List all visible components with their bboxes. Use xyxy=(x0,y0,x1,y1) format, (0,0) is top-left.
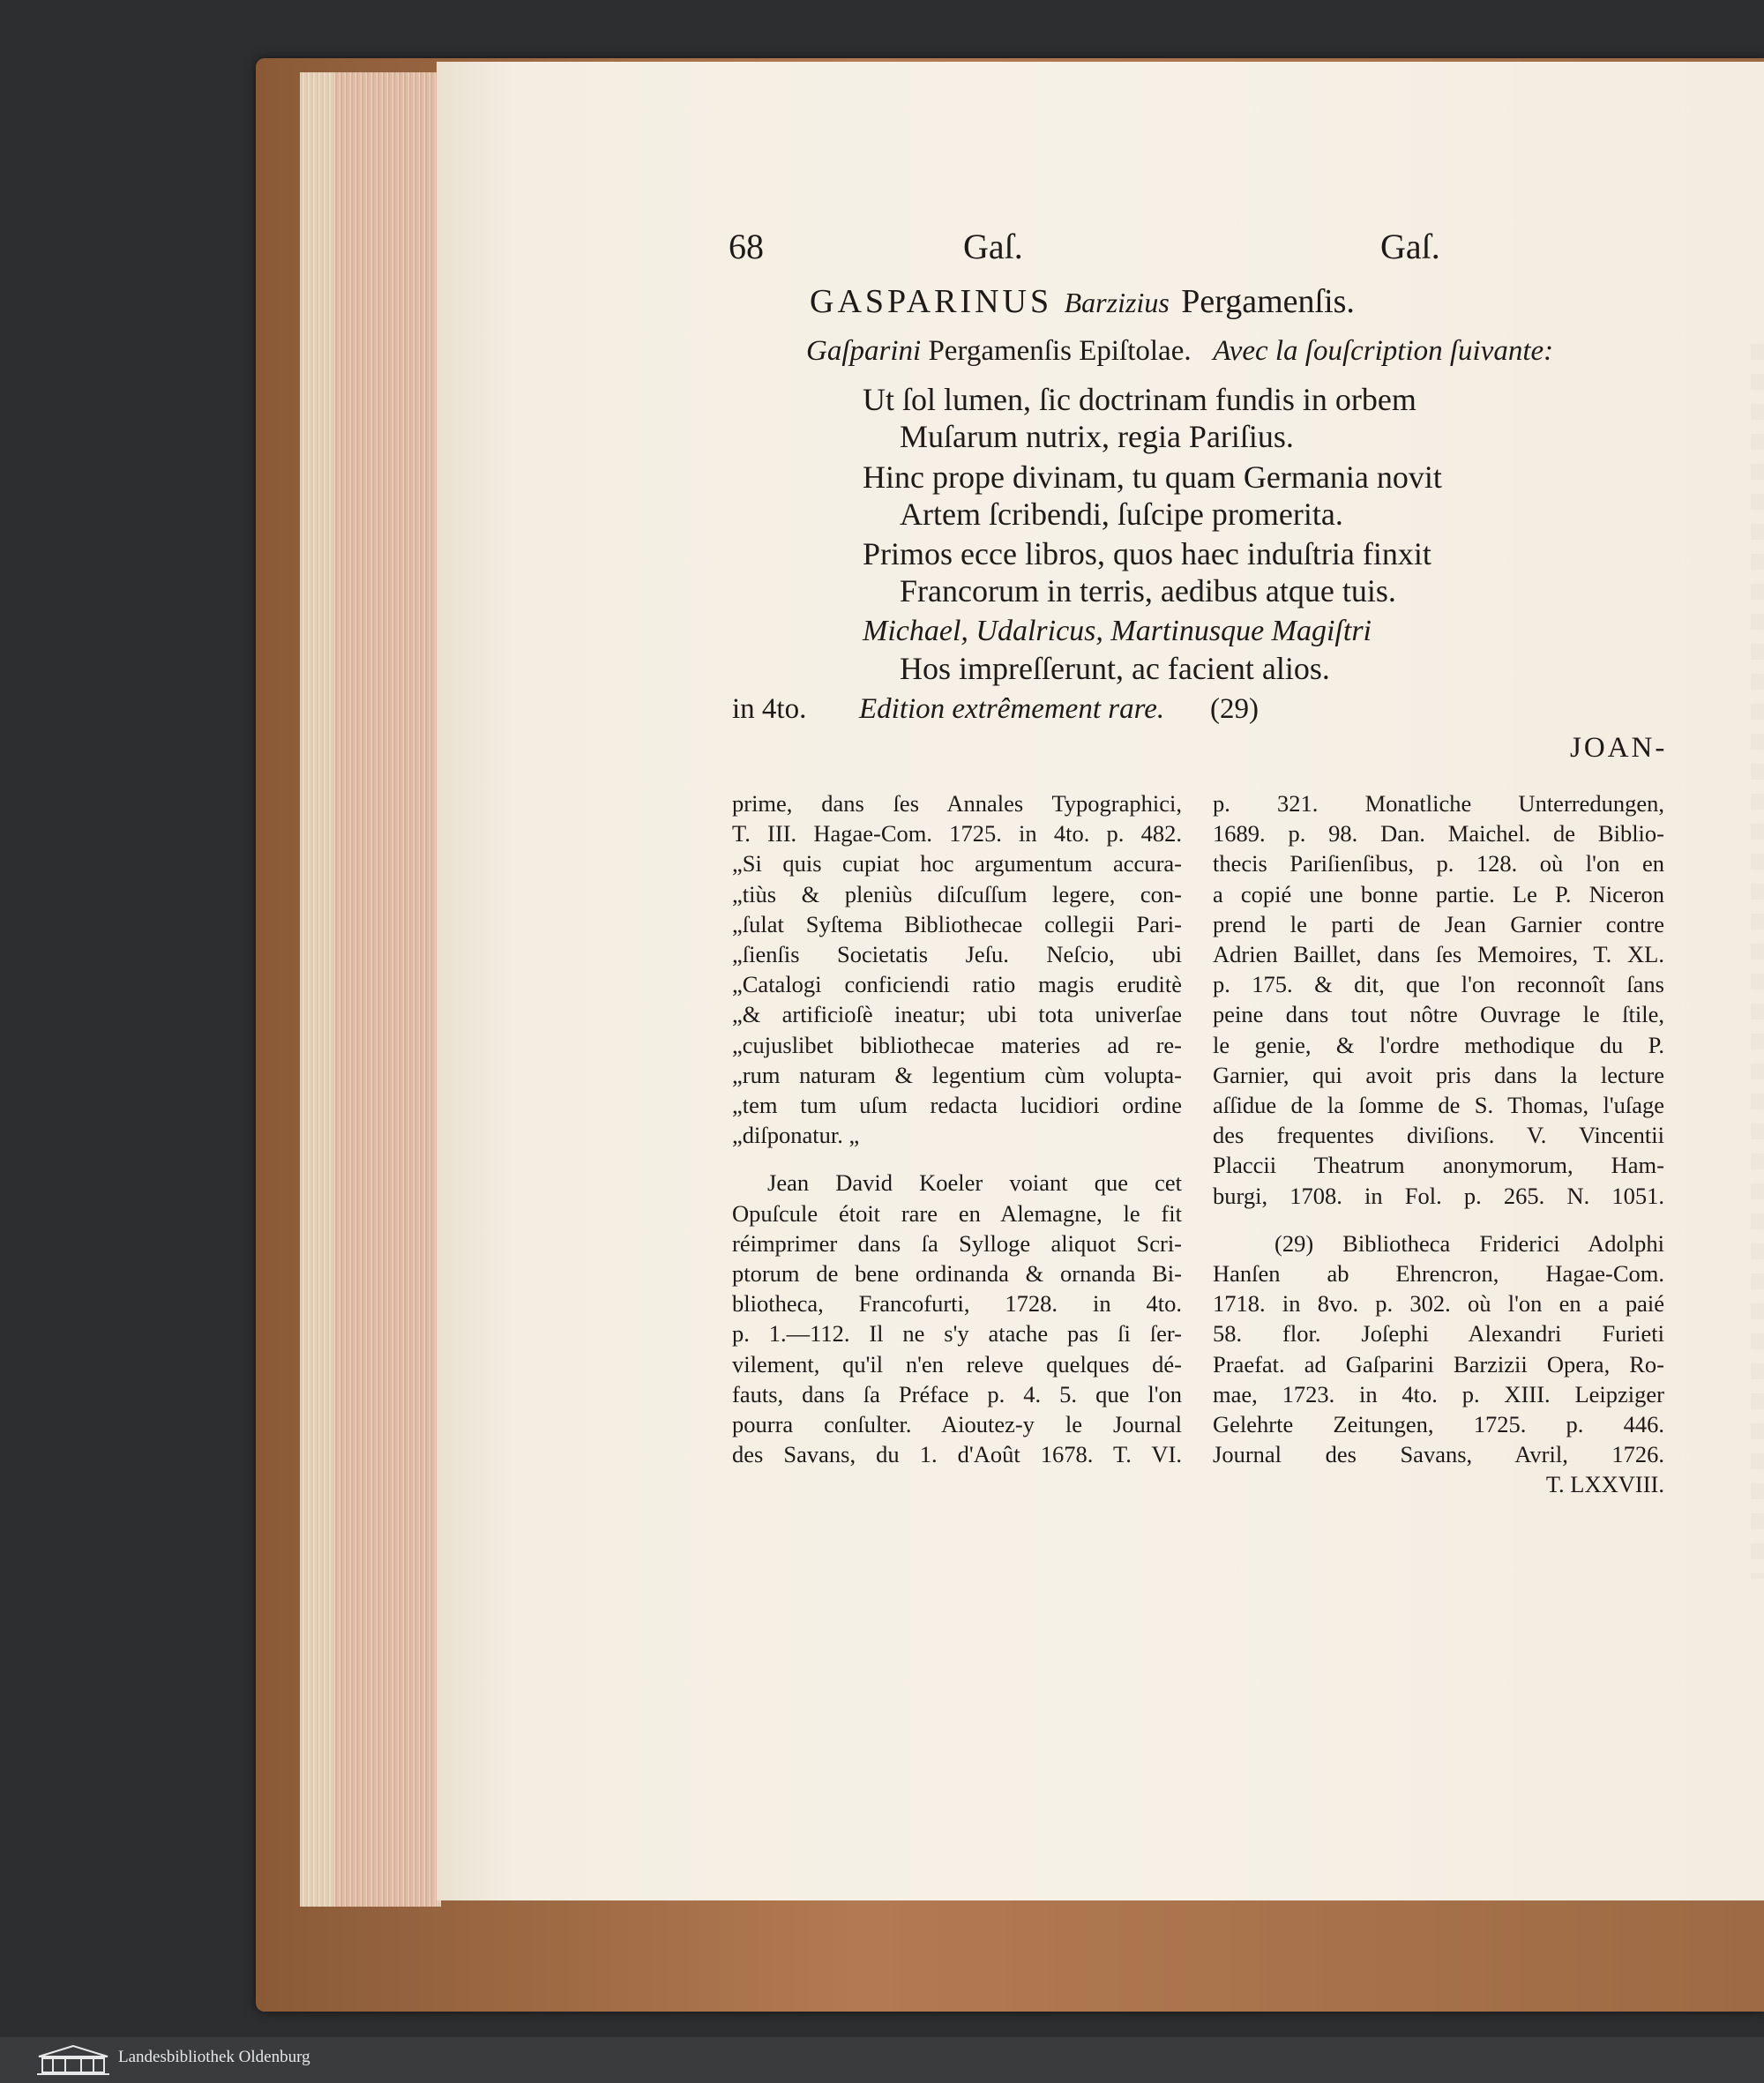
note-line: Jean David Koeler voiant que cet xyxy=(767,1169,1182,1197)
subtitle-tail: Avec la ſouſcription ſuivante: xyxy=(1213,335,1554,367)
verse-line-3: Hinc prope divinam, tu quam Germania novit xyxy=(863,459,1442,495)
note-line: Garnier, qui avoit pris dans la lecture xyxy=(1213,1061,1664,1088)
note-line: pourra conſulter. Aioutez-y le Journal xyxy=(732,1411,1182,1438)
note-line: „tiùs & pleniùs diſcuſſum legere, con- xyxy=(732,880,1182,907)
note-line: Placcii Theatrum anonymorum, Ham- xyxy=(1213,1152,1664,1179)
note-line: 58. flor. Joſephi Alexandri Furieti xyxy=(1213,1320,1664,1348)
note-line: „ſienſis Societatis Jeſu. Neſcio, ubi xyxy=(732,941,1182,968)
note-line: p. 175. & dit, que l'on reconnoît ſans xyxy=(1213,971,1664,998)
entry-title-rest: Pergamenſis. xyxy=(1181,283,1355,320)
note-line: des Savans, du 1. d'Août 1678. T. VI. xyxy=(732,1441,1182,1468)
note-line: bliotheca, Francofurti, 1728. in 4to. xyxy=(732,1290,1182,1318)
note-line: T. LXXVIII. xyxy=(1545,1471,1664,1498)
note-line: réimprimer dans ſa Sylloge aliquot Scri- xyxy=(732,1229,1182,1257)
note-line: des frequentes diviſions. V. Vincentii xyxy=(1213,1122,1664,1149)
note-line: „rum naturam & legentium cùm volupta- xyxy=(732,1061,1182,1088)
note-line: Gelehrte Zeitungen, 1725. p. 446. xyxy=(1213,1411,1664,1438)
note-line: fauts, dans ſa Préface p. 4. 5. que l'on xyxy=(732,1380,1182,1407)
library-name: Landesbibliothek Oldenburg xyxy=(118,2048,310,2066)
note-line: (29) Bibliotheca Friderici Adolphi xyxy=(1274,1229,1664,1257)
edition-note: Edition extrêmement rare. xyxy=(859,693,1165,725)
verse-line-2: Muſarum nutrix, regia Pariſius. xyxy=(900,419,1294,454)
note-line: „cujuslibet bibliothecae materies ad re- xyxy=(732,1031,1182,1058)
note-line: burgi, 1708. in Fol. p. 265. N. 1051. xyxy=(1213,1182,1664,1209)
running-head-right: Gaſ. xyxy=(1380,227,1440,266)
note-line: p. 321. Monatliche Unterredungen, xyxy=(1213,790,1664,817)
page-number: 68 xyxy=(729,227,764,266)
note-line: a copié une bonne partie. Le P. Niceron xyxy=(1213,880,1664,907)
note-line: Hanſen ab Ehrencron, Hagae-Com. xyxy=(1213,1260,1664,1288)
notes-right-column xyxy=(1213,788,1664,1500)
note-line: prend le parti de Jean Garnier contre xyxy=(1213,910,1664,937)
subtitle-text: Pergamenſis Epiſtolae. xyxy=(928,335,1192,367)
note-line: peine dans tout nôtre Ouvrage le ſtile, xyxy=(1213,1001,1664,1028)
note-line: „Catalogi conficiendi ratio magis eruditè xyxy=(732,971,1182,998)
running-head-left: Gaſ. xyxy=(963,227,1023,266)
note-line: Journal des Savans, Avril, 1726. xyxy=(1213,1441,1664,1468)
entry-subtitle xyxy=(806,335,1553,368)
catchword: JOAN- xyxy=(1570,732,1668,764)
entry-title-italic: Barzizius xyxy=(1064,287,1170,318)
note-line: prime, dans ſes Annales Typographici, xyxy=(732,790,1182,817)
verse-line-4: Artem ſcribendi, ſuſcipe promerita. xyxy=(900,496,1343,532)
note-line: 1718. in 8vo. p. 302. où l'on en a paié xyxy=(1213,1290,1664,1318)
note-line: vilement, qu'il n'en releve quelques dé- xyxy=(732,1350,1182,1377)
library-building-icon xyxy=(35,2044,111,2076)
subtitle-italic: Gaſparini xyxy=(806,335,922,367)
paragraph-gap xyxy=(732,1150,1182,1168)
verse-line-8: Hos impreſſerunt, ac facient alios. xyxy=(900,651,1330,686)
note-line: 1689. p. 98. Dan. Maichel. de Biblio- xyxy=(1213,820,1664,847)
note-line: thecis Pariſienſibus, p. 128. où l'on en xyxy=(1213,850,1664,877)
verse-line-5: Primos ecce libros, quos haec induſtria finxit xyxy=(863,536,1431,571)
note-line: T. III. Hagae-Com. 1725. in 4to. p. 482. xyxy=(732,820,1182,847)
verse-line-7: Michael, Udalricus, Martinusque Magiſtri xyxy=(863,615,1372,647)
verse-line-1: Ut ſol lumen, ſic doctrinam fundis in orbem xyxy=(863,382,1416,417)
note-line: le genie, & l'ordre methodique du P. xyxy=(1213,1031,1664,1058)
note-line: „ſulat Syſtema Bibliothecae collegii Pari- xyxy=(732,910,1182,937)
note-line: „& artificioſè ineatur; ubi tota univerſae xyxy=(732,1001,1182,1028)
entry-title-caps: GASPARINUS xyxy=(810,283,1053,320)
paragraph-gap xyxy=(1213,1211,1664,1228)
note-line: „diſponatur. „ xyxy=(732,1122,860,1149)
notes-left-column xyxy=(732,788,1182,1469)
note-line: p. 1.—112. Il ne s'y atache pas ſi ſer- xyxy=(732,1320,1182,1348)
note-line: aſſidue de la ſomme de S. Thomas, l'uſage xyxy=(1213,1092,1664,1119)
note-line: Praefat. ad Gaſparini Barzizii Opera, Ro- xyxy=(1213,1350,1664,1377)
note-line: Opuſcule étoit rare en Alemagne, le fit xyxy=(732,1199,1182,1227)
edition-format: in 4to. xyxy=(732,693,807,725)
note-line: „tem tum uſum redacta lucidiori ordine xyxy=(732,1092,1182,1119)
show-through-text xyxy=(1751,344,1764,1579)
note-line: mae, 1723. in 4to. p. XIII. Leipziger xyxy=(1213,1380,1664,1407)
note-line: Adrien Baillet, dans ſes Memoires, T. XL. xyxy=(1213,941,1664,968)
note-line: ptorum de bene ordinanda & ornanda Bi- xyxy=(732,1260,1182,1288)
entry-title xyxy=(810,282,1355,321)
note-reference: (29) xyxy=(1210,693,1259,725)
red-page-edge xyxy=(335,72,437,1907)
note-line: „Si quis cupiat hoc argumentum accura- xyxy=(732,850,1182,877)
verse-line-6: Francorum in terris, aedibus atque tuis. xyxy=(900,573,1396,608)
